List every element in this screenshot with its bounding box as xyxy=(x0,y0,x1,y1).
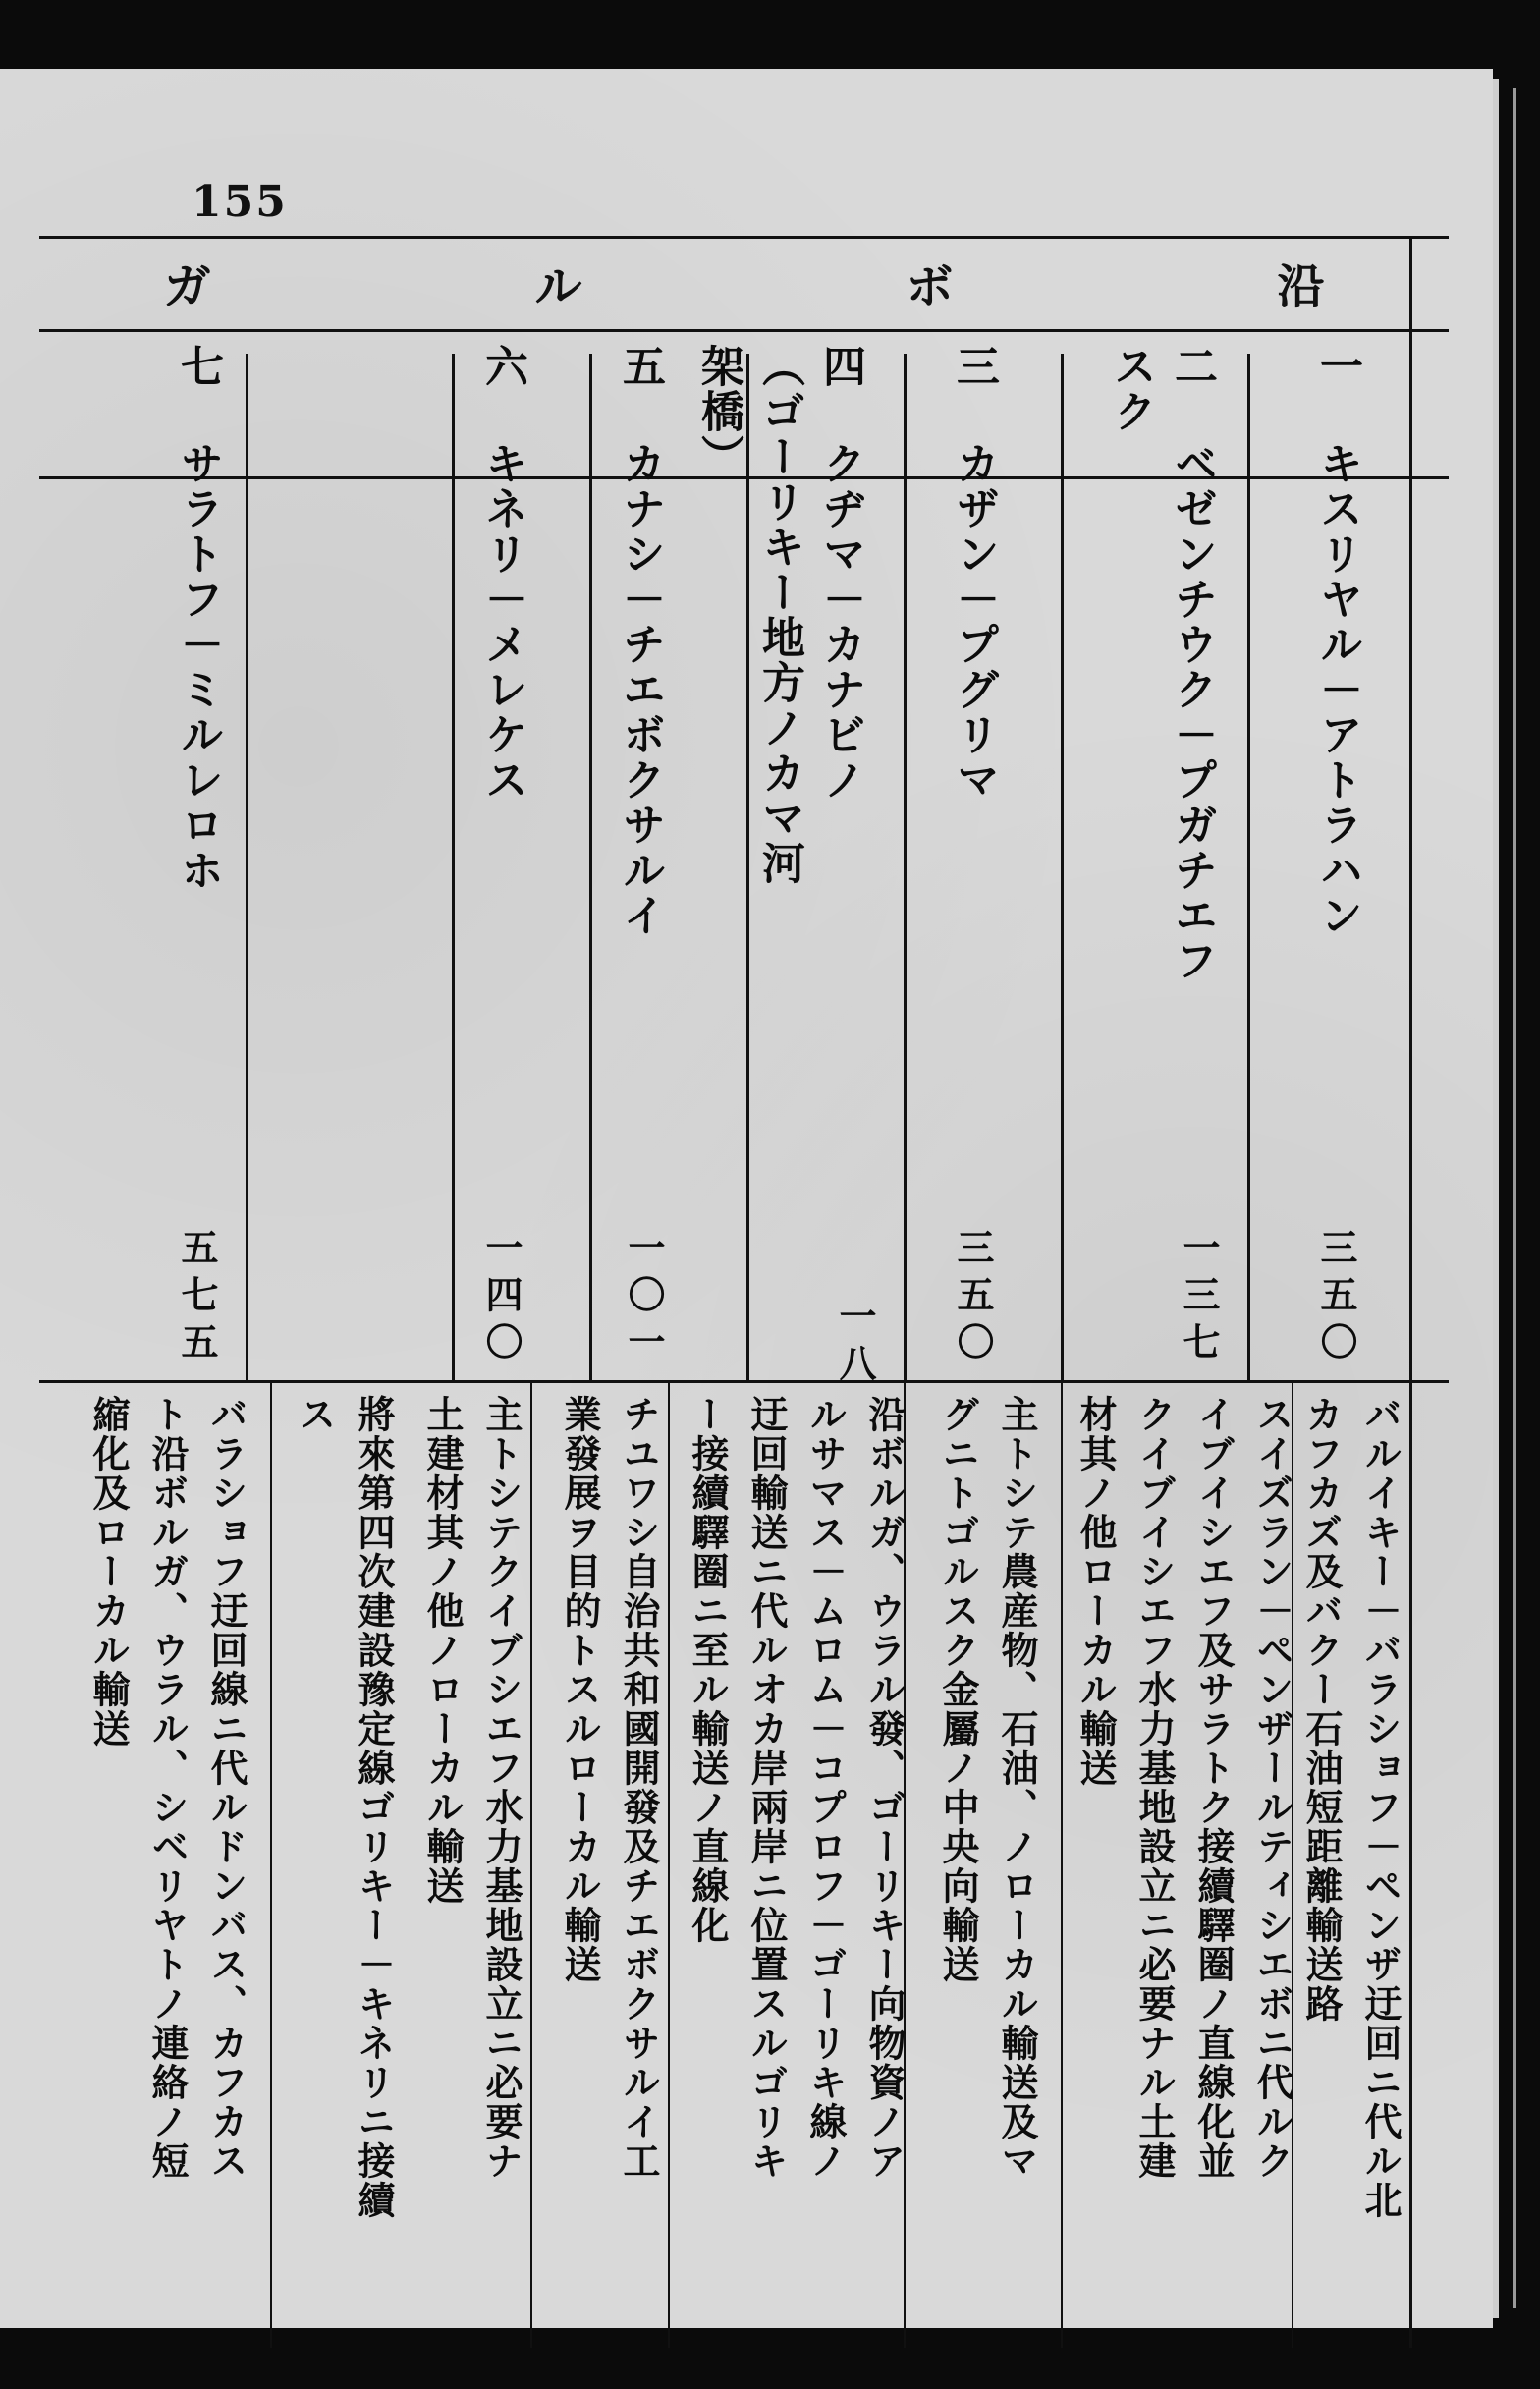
header-char: ガ xyxy=(163,259,211,314)
row-name: 二 ベゼンチウク－プガチエフ スク xyxy=(1106,344,1217,983)
page-edge xyxy=(1493,79,1499,2318)
row-description: 主トシテクイブシエフ水力基地設立ニ必要ナ 土建材其ノ他ノローカル輸送 xyxy=(420,1395,523,2181)
header-char: ボ xyxy=(906,259,954,314)
row-length: 五七五 xyxy=(175,1228,218,1369)
table-header xyxy=(39,236,1449,329)
row-description-note: 將來第四次建設豫定線ゴリキー－キネリニ接續 ス xyxy=(293,1395,396,2220)
page-number: 155 xyxy=(192,177,288,227)
row-description: 主トシテ農産物、石油、ノローカル輸送及マ グニトゴルスク金屬ノ中央向輸送 xyxy=(936,1395,1039,2181)
document-page xyxy=(0,69,1493,2328)
railway-table xyxy=(39,236,1449,2348)
row-length: 一四〇 xyxy=(479,1228,522,1369)
row-description: バラショフ迂回線ニ代ルドンバス、カフカス ト沿ボルガ、ウラル、シベリヤトノ連絡ノ短 縮化及ローカル輸送 xyxy=(86,1395,248,2181)
row-name: 三 カザン－プグリマ xyxy=(949,344,999,803)
row-name: 四 クヂマ－カナビノ （ゴーリキー地方ノカマ河 架橋） xyxy=(693,344,865,886)
row-length: 一三七 xyxy=(1177,1228,1220,1369)
row-description: バルイキー－バラショフ－ペンザ迂回ニ代ル北 カフカズ及バクー石油短距離輸送路 xyxy=(1299,1395,1402,2220)
row-length: 三五〇 xyxy=(951,1228,994,1369)
row-name: 六 キネリ－メレケス xyxy=(477,344,527,803)
header-char: ル xyxy=(534,259,582,314)
row-name: 五 カナシ－チエボクサルイ xyxy=(615,344,665,938)
row-length: 一八 xyxy=(833,1297,876,1391)
header-char: 沿 xyxy=(1277,259,1325,314)
row-name: 一 キスリヤル－アトラハン xyxy=(1312,344,1362,938)
row-description: 沿ボルガ、ウラル發、ゴーリキー向物資ノア ルサマス－ムロム－コプロフ－ゴーリキ線ノ 迂回輸送ニ代ルオカ岸兩岸ニ位置スルゴリキ ー接續驛圈ニ至ル輸送ノ直線化 xyxy=(686,1395,907,2181)
row-description: スイズラン－ペンザールティシエボニ代ルク イブイシエフ及サラトク接續驛圈ノ直線化並 クイブイシエフ水力基地設立ニ必要ナル土建 材其ノ他ローカル輸送 xyxy=(1073,1395,1294,2181)
row-length: 一〇一 xyxy=(622,1228,665,1369)
row-name: 七 サラトフ－ミルレロホ xyxy=(173,344,223,893)
row-length: 三五〇 xyxy=(1314,1228,1357,1369)
row-description: チユワシ自治共和國開發及チエボクサルイ工 業發展ヲ目的トスルローカル輸送 xyxy=(558,1395,661,2181)
page-edge xyxy=(1512,88,1516,2308)
